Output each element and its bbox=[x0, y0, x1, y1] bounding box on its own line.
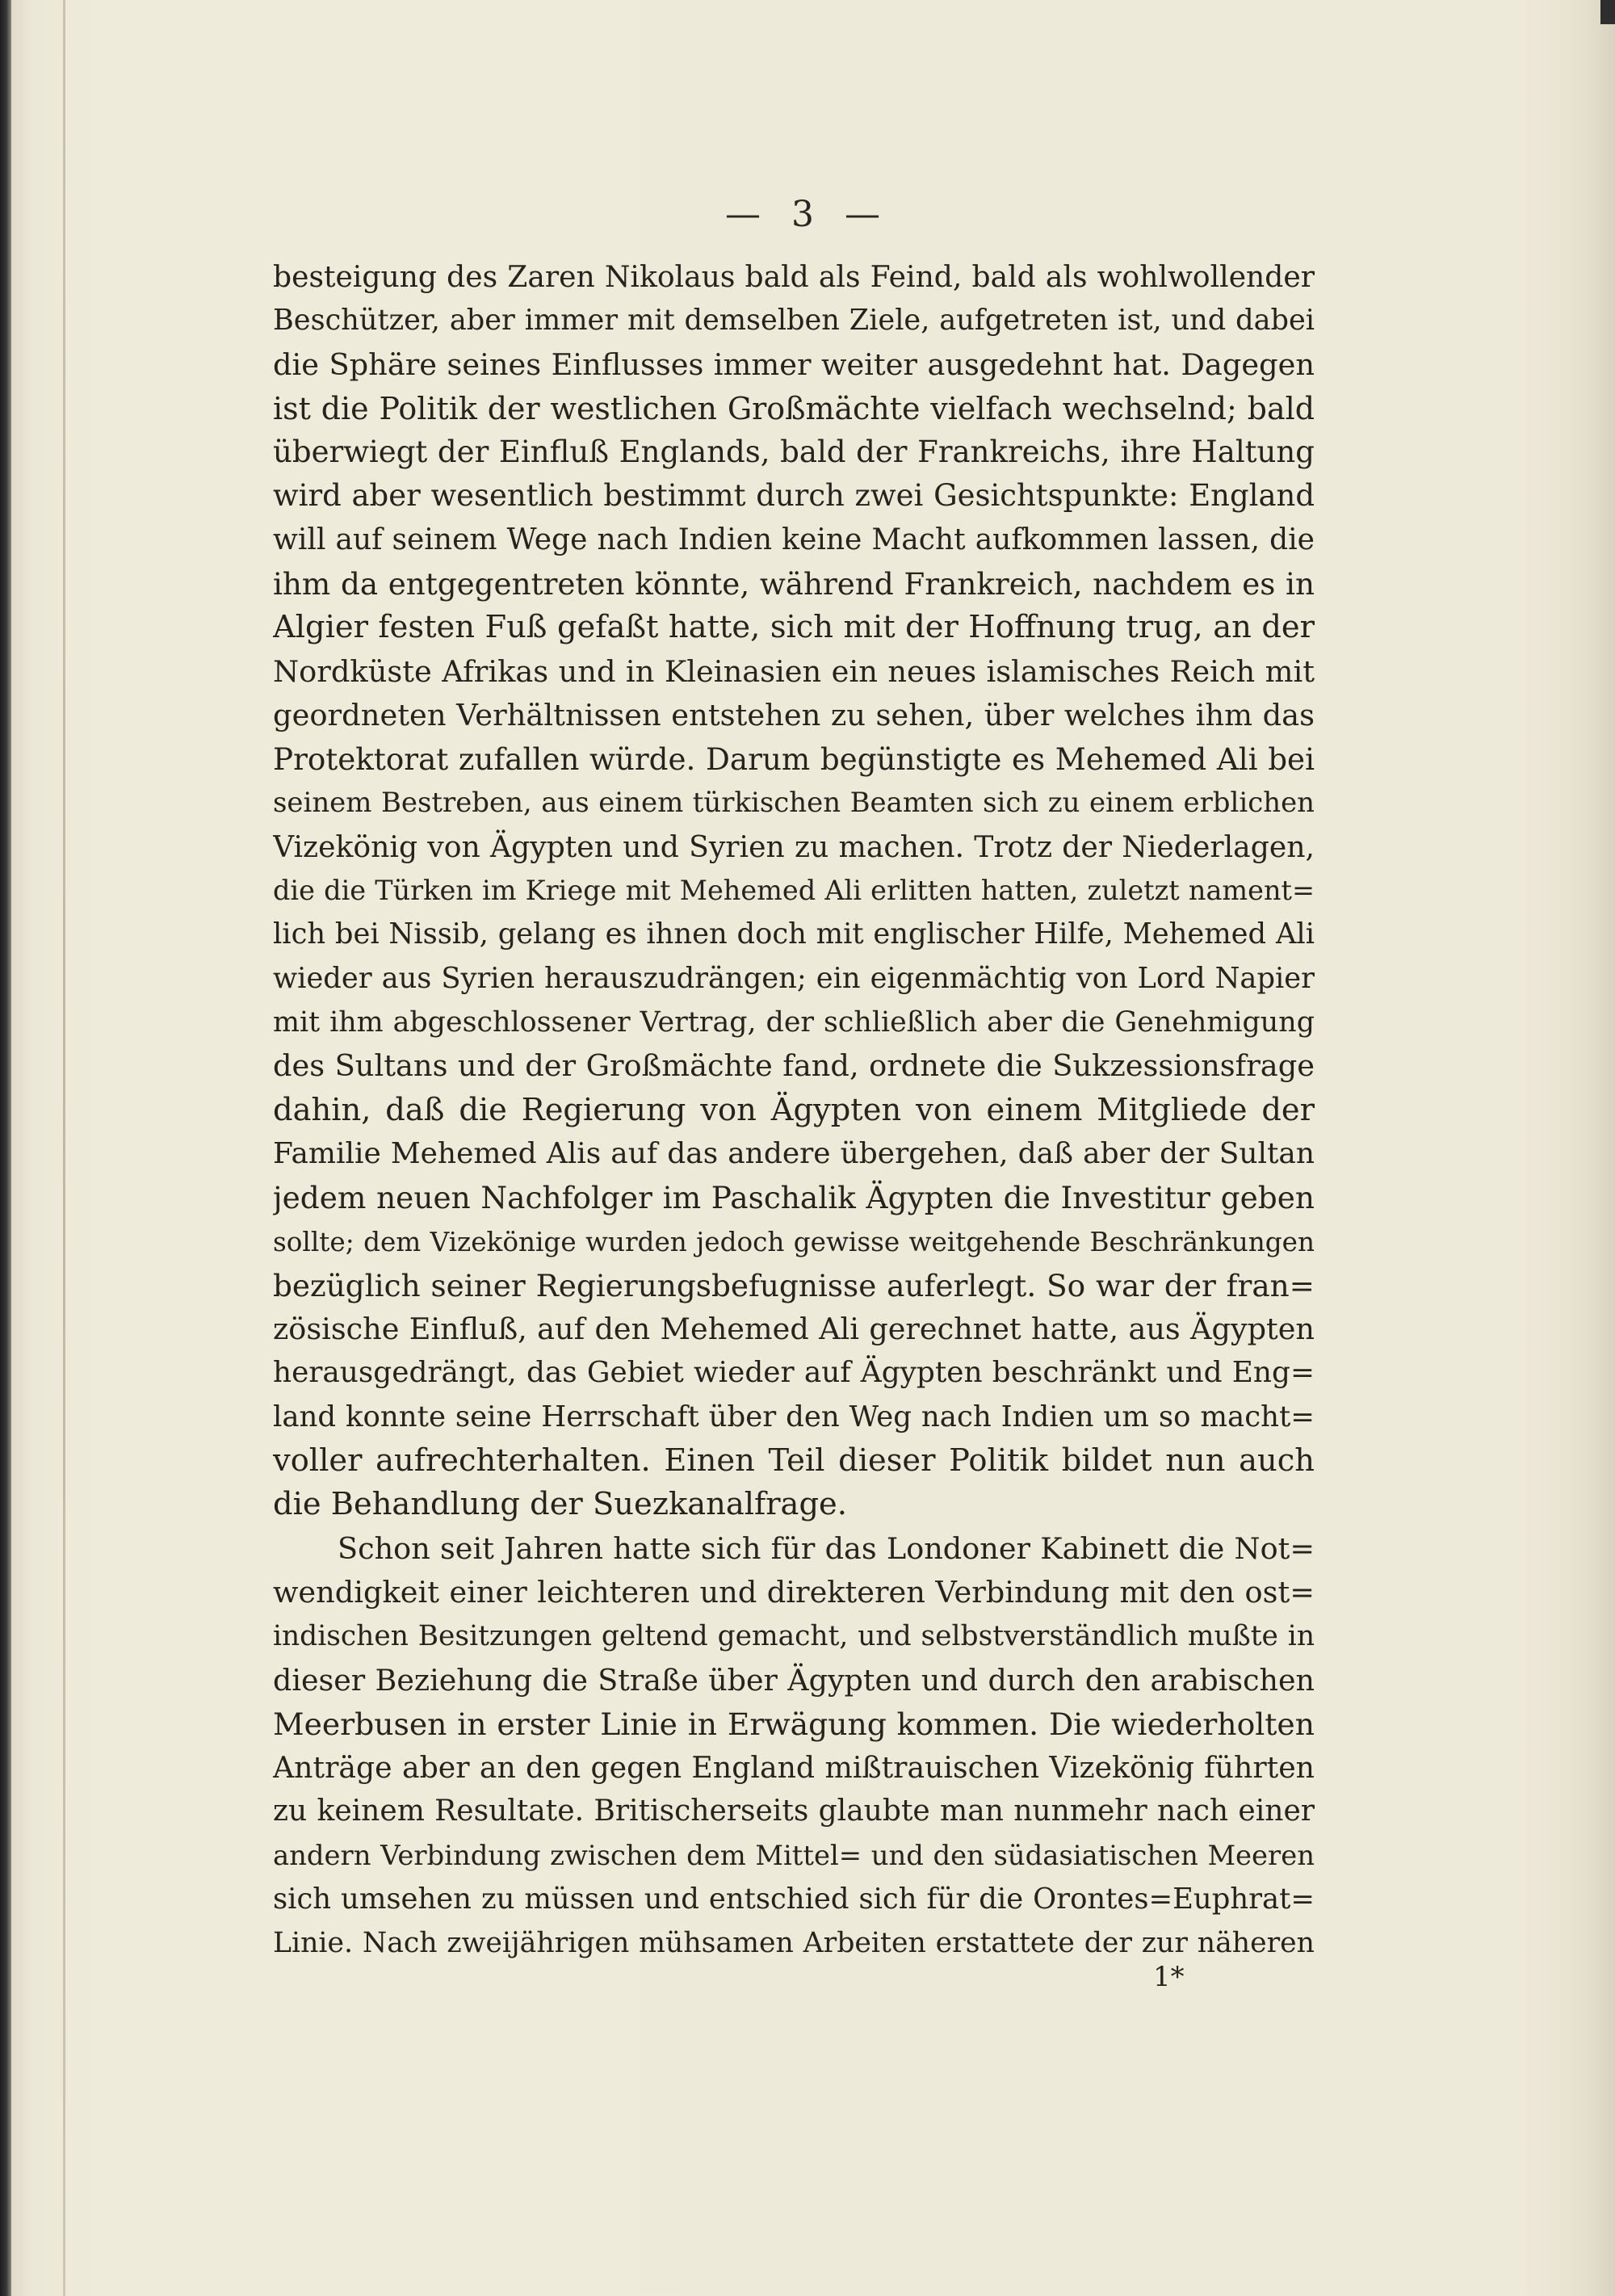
text-line: mit ihm abgeschlossener Vertrag, der schließlich aber die Genehmigung bbox=[273, 1006, 1315, 1039]
text-line: Familie Mehemed Alis auf das andere übergehen, daß aber der Sultan bbox=[273, 1136, 1315, 1170]
text-line: geordneten Verhältnissen entstehen zu sehen, über welches ihm das bbox=[273, 697, 1315, 732]
book-spine-edge bbox=[0, 0, 11, 2296]
paragraph bbox=[273, 255, 1315, 1527]
text-line: dahin, daß die Regierung von Ägypten von einem Mitgliede der bbox=[273, 1091, 1315, 1128]
text-line: Beschützer, aber immer mit demselben Ziele, aufgetreten ist, und dabei bbox=[273, 304, 1315, 338]
text-line: seinem Bestreben, aus einem türkischen Beamten sich zu einem erblichen bbox=[273, 787, 1315, 819]
text-line: wieder aus Syrien herauszudrängen; ein eigenmächtig von Lord Napier bbox=[273, 961, 1315, 995]
text-line: voller aufrechterhalten. Einen Teil dieser Politik bildet nun auch bbox=[273, 1442, 1315, 1480]
text-line: Anträge aber an den gegen England mißtrauischen Vizekönig führten bbox=[273, 1750, 1315, 1786]
text-line: Protektorat zufallen würde. Darum begünstigte es Mehemed Ali bei bbox=[273, 741, 1315, 778]
text-line: Schon seit Jahren hatte sich für das Londoner Kabinett die Not= bbox=[338, 1530, 1315, 1566]
text-line: die die Türken im Kriege mit Mehemed Ali erlitten hatten, zuletzt nament= bbox=[273, 875, 1315, 907]
text-line: dieser Beziehung die Straße über Ägypten und durch den arabischen bbox=[273, 1662, 1315, 1698]
text-line: indischen Besitzungen geltend gemacht, und selbstverständlich mußte in bbox=[273, 1620, 1315, 1653]
text-line: besteigung des Zaren Nikolaus bald als Feind, bald als wohlwollender bbox=[273, 260, 1315, 294]
text-line: sollte; dem Vizekönige wurden jedoch gewisse weitgehende Beschränkungen bbox=[273, 1226, 1315, 1257]
text-line: Nordküste Afrikas und in Kleinasien ein neues islamisches Reich mit bbox=[273, 653, 1315, 689]
text-line: Algier festen Fuß gefaßt hatte, sich mit der Hoffnung trug, an der bbox=[273, 609, 1315, 646]
text-line: des Sultans und der Großmächte fand, ordnete die Sukzessionsfrage bbox=[273, 1048, 1315, 1084]
text-line: herausgedrängt, das Gebiet wieder auf Ägypten beschränkt und Eng= bbox=[273, 1356, 1315, 1390]
paragraph bbox=[273, 1527, 1315, 1966]
text-line: andern Verbindung zwischen dem Mittel= und den südasiatischen Meeren bbox=[273, 1839, 1315, 1871]
text-line: ist die Politik der westlichen Großmächte vielfach wechselnd; bald bbox=[273, 390, 1315, 426]
text-line: jedem neuen Nachfolger im Paschalik Ägypten die Investitur geben bbox=[273, 1180, 1315, 1216]
page-number: — 3 — bbox=[725, 194, 890, 235]
text-line: die Sphäre seines Einflusses immer weiter ausgedehnt hat. Dagegen bbox=[273, 346, 1315, 382]
text-line: zösische Einfluß, auf den Mehemed Ali gerechnet hatte, aus Ägypten bbox=[273, 1312, 1315, 1347]
body-text bbox=[273, 255, 1315, 1966]
text-line: die Behandlung der Suezkanalfrage. bbox=[273, 1486, 847, 1523]
scan-corner-mark bbox=[1600, 0, 1615, 24]
text-line: wird aber wesentlich bestimmt durch zwei Gesichtspunkte: England bbox=[273, 478, 1315, 514]
text-line: land konnte seine Herrschaft über den Weg nach Indien um so macht= bbox=[273, 1400, 1315, 1433]
text-line: bezüglich seiner Regierungsbefugnisse auferlegt. So war der fran= bbox=[273, 1267, 1315, 1303]
page-gutter bbox=[63, 0, 65, 2296]
text-line: wendigkeit einer leichteren und direkteren Verbindung mit den ost= bbox=[273, 1574, 1315, 1610]
text-line: Vizekönig von Ägypten und Syrien zu machen. Trotz der Niederlagen, bbox=[273, 829, 1315, 864]
text-line: sich umsehen zu müssen und entschied sich für die Orontes=Euphrat= bbox=[273, 1882, 1315, 1916]
text-line: lich bei Nissib, gelang es ihnen doch mit englischer Hilfe, Mehemed Ali bbox=[273, 917, 1315, 951]
text-line: Meerbusen in erster Linie in Erwägung kommen. Die wiederholten bbox=[273, 1706, 1315, 1742]
signature-mark: 1* bbox=[1153, 1961, 1185, 1993]
text-line: ihm da entgegentreten könnte, während Frankreich, nachdem es in bbox=[273, 566, 1315, 602]
text-line: Linie. Nach zweijährigen mühsamen Arbeiten erstattete der zur näheren bbox=[273, 1927, 1315, 1960]
text-line: überwiegt der Einfluß Englands, bald der Frankreichs, ihre Haltung bbox=[273, 434, 1315, 470]
text-line: will auf seinem Wege nach Indien keine Macht aufkommen lassen, die bbox=[273, 523, 1315, 556]
text-line: zu keinem Resultate. Britischerseits glaubte man nunmehr nach einer bbox=[273, 1794, 1315, 1828]
